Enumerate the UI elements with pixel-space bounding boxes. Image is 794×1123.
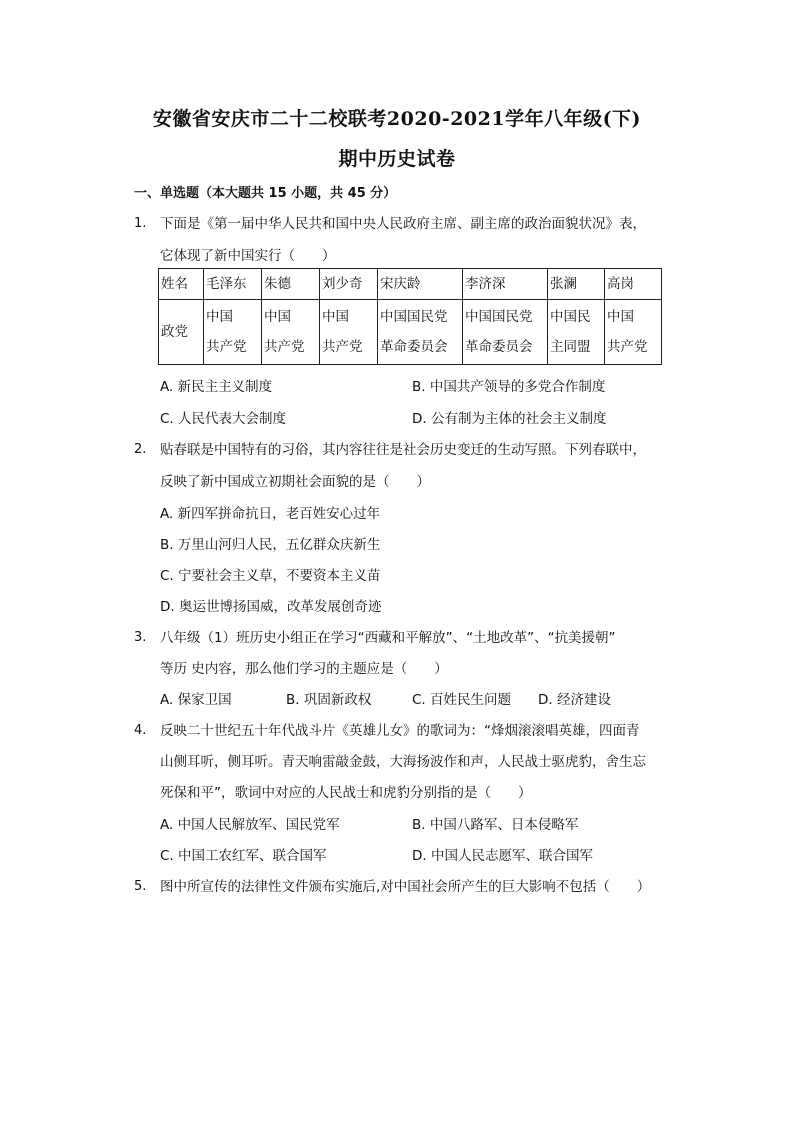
party-table (158, 268, 662, 365)
question-number: 5. (134, 879, 147, 894)
question-text-line: 它体现了新中国实行（ ） (160, 248, 336, 264)
table-cell (378, 300, 463, 365)
cell-line: 共产党 (322, 339, 363, 355)
question-text-line: 下面是《第一届中华人民共和国中央人民政府主席、副主席的政治面貌状况》表， (160, 216, 646, 232)
table-cell: 毛泽东 (204, 269, 262, 300)
question-text-line: 死保和平”，歌词中对应的人民战士和虎豹分别指的是（ ） (160, 785, 532, 801)
question-text-line: 反映了新中国成立初期社会面貌的是（ ） (160, 474, 430, 490)
table-cell (463, 300, 548, 365)
cell-line: 中国民 (550, 309, 591, 325)
table-row (159, 300, 662, 365)
table-cell (605, 300, 662, 365)
cell-line: 中国 (322, 309, 349, 325)
option-c: C. 人民代表大会制度 (160, 411, 287, 427)
table-cell (204, 300, 262, 365)
cell-line: 主同盟 (550, 339, 591, 355)
option-a: A. 新民主主义制度 (160, 379, 273, 395)
question-text-line: 八年级（1）班历史小组正在学习“西藏和平解放”、“土地改革”、“抗美援朝” (160, 630, 616, 646)
option-b: B. 巩固新政权 (286, 692, 372, 708)
table-cell: 刘少奇 (320, 269, 378, 300)
option-d: D. 中国人民志愿军、联合国军 (412, 848, 593, 864)
table-cell: 高岗 (605, 269, 662, 300)
question-text-line: 山侧耳听，侧耳听。青天响雷敲金鼓，大海扬波作和声，人民战士驱虎豹，舍生忘 (160, 754, 646, 770)
option-c: C. 中国工农红军、联合国军 (160, 848, 327, 864)
option-b: B. 中国八路军、日本侵略军 (412, 817, 579, 833)
cell-line: 共产党 (206, 339, 247, 355)
section-heading: 一、单选题（本大题共 15 小题，共 45 分） (134, 186, 397, 201)
cell-line: 中国国民党 (465, 309, 533, 325)
table-cell (320, 300, 378, 365)
option-c: C. 百姓民生问题 (412, 692, 512, 708)
cell-line: 共产党 (264, 339, 305, 355)
question-number: 3. (134, 630, 147, 645)
cell-line: 中国 (264, 309, 291, 325)
option-d: D. 公有制为主体的社会主义制度 (412, 411, 607, 427)
table-cell: 宋庆龄 (378, 269, 463, 300)
exam-title-line1: 安徽省安庆市二十二校联考2020-2021学年八年级(下) (152, 108, 642, 130)
question-text-line: 反映二十世纪五十年代战斗片《英雄儿女》的歌词为：“烽烟滚滚唱英雄，四面青 (160, 723, 640, 739)
option-a: A. 保家卫国 (160, 692, 232, 708)
option-d: D. 奥运世博扬国威，改革发展创奇迹 (160, 599, 382, 615)
table-cell: 张澜 (548, 269, 605, 300)
cell-line: 中国国民党 (380, 309, 448, 325)
cell-line: 中国 (206, 309, 233, 325)
option-d: D. 经济建设 (538, 692, 611, 708)
question-text-line: 贴春联是中国特有的习俗，其内容往往是社会历史变迁的生动写照。下列春联中， (160, 442, 646, 458)
table-cell: 政党 (159, 300, 204, 365)
table-cell (548, 300, 605, 365)
exam-title-line2: 期中历史试卷 (338, 148, 456, 170)
option-b: B. 万里山河归人民，五亿群众庆新生 (160, 537, 381, 553)
cell-line: 中国 (607, 309, 634, 325)
option-b: B. 中国共产领导的多党合作制度 (412, 379, 606, 395)
question-text-line: 等历 史内容，那么他们学习的主题应是（ ） (160, 661, 448, 677)
cell-line: 共产党 (607, 339, 648, 355)
table-cell: 姓名 (159, 269, 204, 300)
cell-line: 革命委员会 (380, 339, 448, 355)
table-cell: 朱德 (262, 269, 320, 300)
table-cell (262, 300, 320, 365)
option-a: A. 中国人民解放军、国民党军 (160, 817, 340, 833)
option-a: A. 新四军拼命抗日，老百姓安心过年 (160, 506, 381, 522)
question-number: 2. (134, 442, 147, 457)
question-number: 4. (134, 723, 147, 738)
question-text-line: 图中所宣传的法律性文件颁布实施后,对中国社会所产生的巨大影响不包括（ ） (160, 879, 651, 895)
cell-line: 革命委员会 (465, 339, 533, 355)
table-cell: 李济深 (463, 269, 548, 300)
option-c: C. 宁要社会主义草，不要资本主义苗 (160, 568, 381, 584)
table-row (159, 269, 662, 300)
question-number: 1. (134, 216, 147, 231)
